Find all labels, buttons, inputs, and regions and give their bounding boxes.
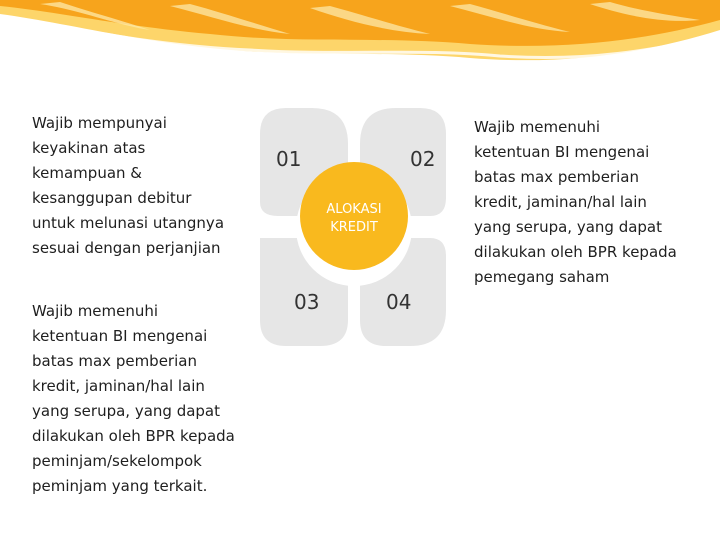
text-line: yang serupa, yang dapat xyxy=(474,218,663,236)
quadrant-number-02: 02 xyxy=(410,147,436,171)
text-line: Wajib memenuhi xyxy=(32,302,159,320)
text-line: pemegang saham xyxy=(474,268,610,286)
text-line: keyakinan atas xyxy=(32,139,146,157)
text-line: kemampuan & xyxy=(32,164,142,182)
text-line: batas max pemberian xyxy=(32,352,197,370)
quadrant-number-01: 01 xyxy=(276,147,302,171)
text-line: untuk melunasi utangnya xyxy=(32,214,225,232)
text-block-bottom-left xyxy=(32,299,262,499)
orange-slice-banner xyxy=(0,0,720,80)
text-block-top-left xyxy=(32,111,262,261)
text-line: ketentuan BI mengenai xyxy=(32,327,208,345)
text-line: dilakukan oleh BPR kepada xyxy=(32,427,235,445)
center-label-line1: ALOKASI xyxy=(326,202,382,217)
text-line: Wajib mempunyai xyxy=(32,114,167,132)
text-line: kredit, jaminan/hal lain xyxy=(32,377,205,395)
text-line: peminjam/sekelompok xyxy=(32,452,202,470)
petal-diagram xyxy=(258,106,450,348)
text-line: sesuai dengan perjanjian xyxy=(32,239,221,257)
quadrant-number-04: 04 xyxy=(386,290,412,314)
text-line: dilakukan oleh BPR kepada xyxy=(474,243,677,261)
text-line: yang serupa, yang dapat xyxy=(32,402,221,420)
text-line: kesanggupan debitur xyxy=(32,189,192,207)
quadrant-number-03: 03 xyxy=(294,290,320,314)
text-line: Wajib memenuhi xyxy=(474,118,601,136)
text-line: kredit, jaminan/hal lain xyxy=(474,193,647,211)
text-block-top-right xyxy=(474,115,714,290)
text-line: peminjam yang terkait. xyxy=(32,477,208,495)
center-label-line2: KREDIT xyxy=(330,220,378,235)
text-line: ketentuan BI mengenai xyxy=(474,143,650,161)
text-line: batas max pemberian xyxy=(474,168,639,186)
